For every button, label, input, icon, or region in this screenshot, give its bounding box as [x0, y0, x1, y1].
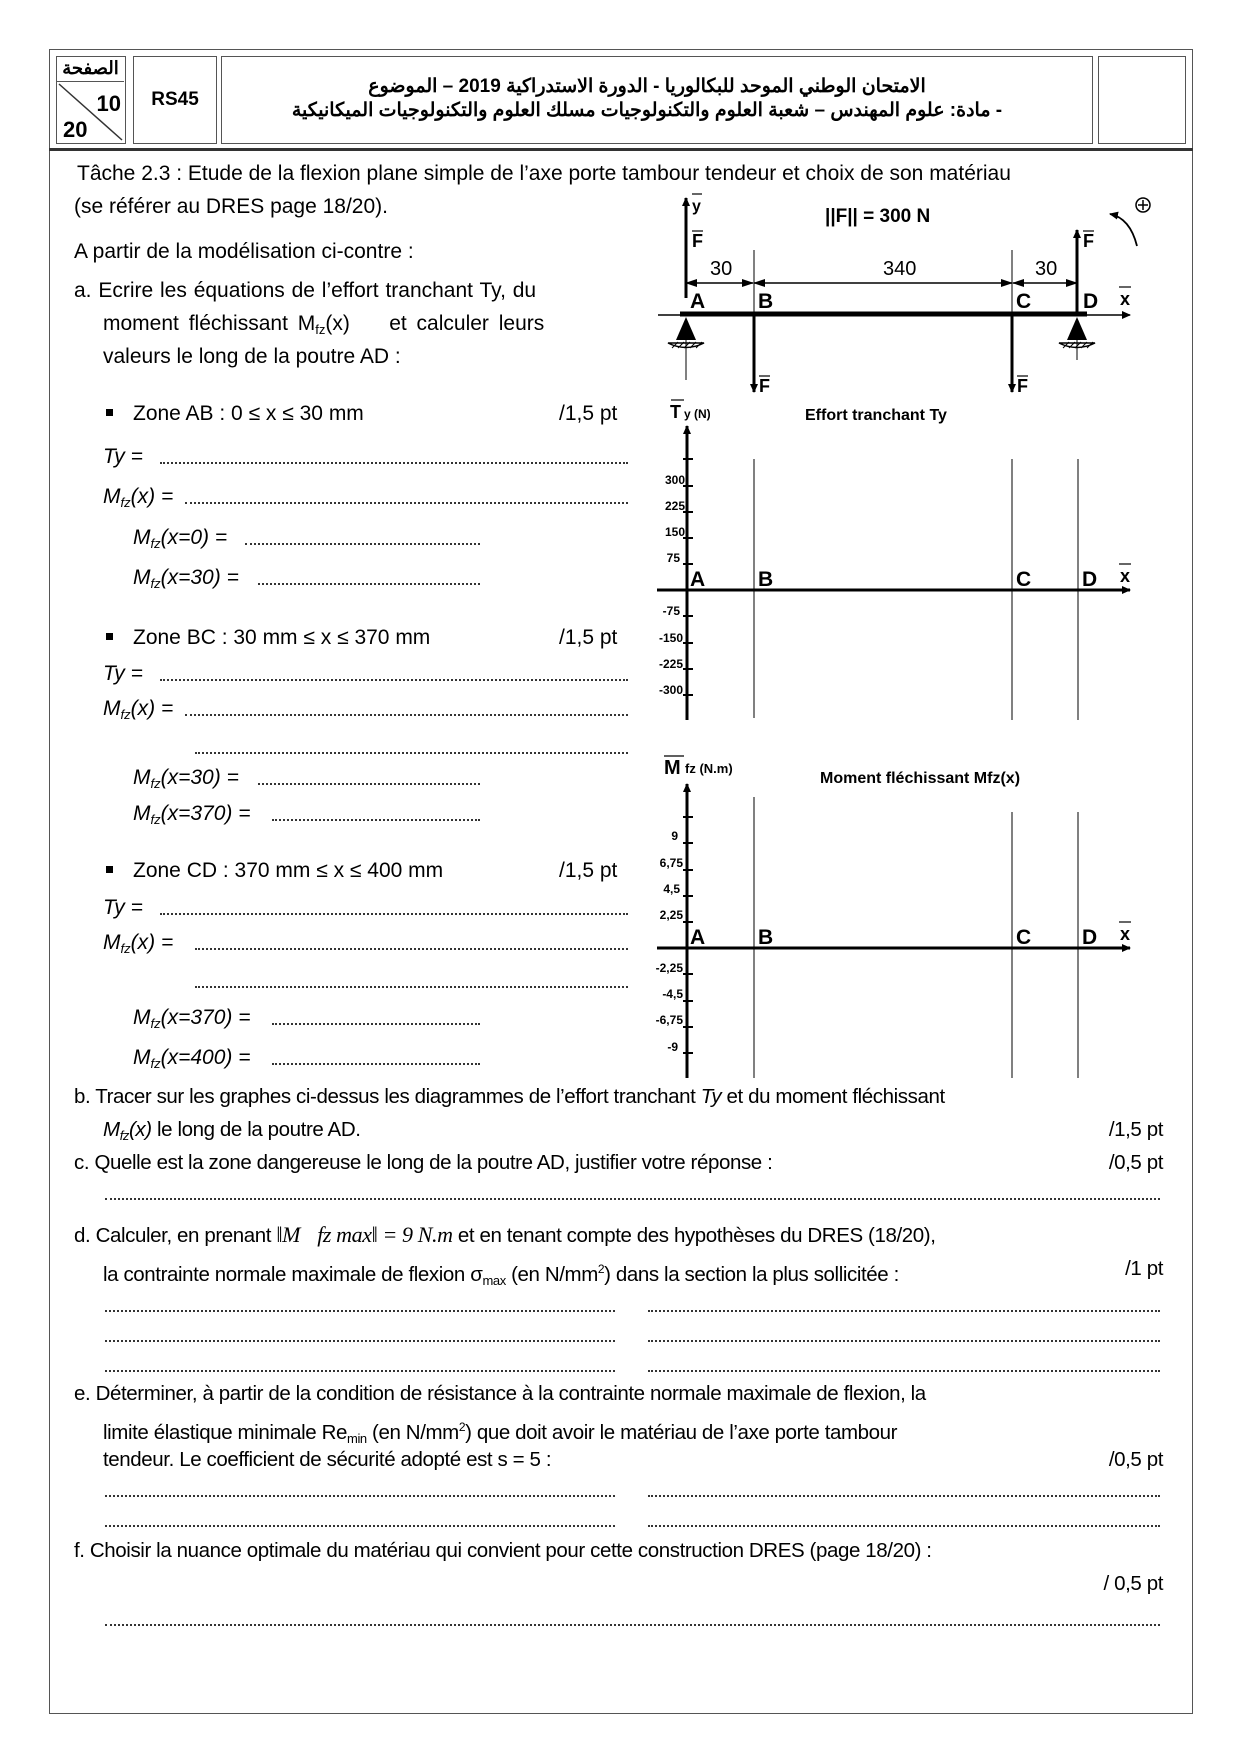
- question-f-answer[interactable]: [105, 1624, 1160, 1626]
- beam-diagram: [640, 180, 1200, 400]
- question-c-points: /0,5 pt: [1108, 1151, 1163, 1174]
- zone-ab-ty-label: Ty =: [103, 445, 143, 468]
- mfz-chart-title: Moment fléchissant Mfz(x): [820, 770, 1021, 787]
- question-e-answer-2l[interactable]: [105, 1525, 615, 1527]
- svg-text:2,25: 2,25: [659, 908, 683, 922]
- header-divider: [49, 148, 1193, 151]
- ty-chart-title: Effort tranchant Ty: [805, 407, 947, 424]
- zone-cd-mfz-v1-answer[interactable]: [272, 1023, 480, 1025]
- bullet-icon: [106, 409, 113, 416]
- exam-title-box: [221, 56, 1093, 144]
- svg-text:30: 30: [710, 258, 733, 280]
- zone-ab-mfz-v1-label: $M_{fz}(x=0)$ =: [133, 526, 228, 551]
- zone-bc-mfz-v2-answer[interactable]: [272, 819, 480, 821]
- zone-ab-mfz-v2-answer[interactable]: [258, 583, 480, 585]
- zone-ab-ty-answer[interactable]: [160, 462, 628, 464]
- svg-text:-6,75: -6,75: [655, 1013, 683, 1027]
- zone-cd-mfz-v1-label: $M_{fz}(x=370)$ =: [133, 1006, 251, 1031]
- svg-text:9: 9: [671, 829, 678, 843]
- question-d-answer-3r[interactable]: [648, 1370, 1160, 1372]
- question-e-points: /0,5 pt: [1108, 1448, 1163, 1471]
- svg-text:x: x: [1120, 924, 1131, 944]
- svg-text:B: B: [758, 290, 774, 313]
- question-e-line1: e. Déterminer, à partir de la condition de résistance à la contrainte normale maximale de flexion, la: [74, 1382, 926, 1405]
- zone-bc-mfz-label: $M_{fz}(x)$ =: [103, 697, 174, 722]
- page-current: 10: [96, 91, 121, 116]
- svg-text:C: C: [1016, 290, 1032, 313]
- force-magnitude: ||F|| = 300 N: [825, 206, 931, 227]
- zone-ab-mfz-label: $M_{fz}(x)$ =: [103, 485, 174, 510]
- svg-text:x: x: [1120, 289, 1131, 309]
- question-d-line1: d. Calculer, en prenant ‖M⃗fz max‖ = 9 N.m et en tenant compte des hypothèses du DRES (18/20),: [74, 1222, 936, 1247]
- zone-cd-mfz-answer-2[interactable]: [195, 986, 628, 988]
- page-label: الصفحة: [57, 57, 124, 82]
- question-b-line2: $M_{fz}(x)$ le long de la poutre AD.: [103, 1118, 361, 1143]
- header-empty-box: [1098, 56, 1186, 144]
- mfz-axis-label: M: [664, 757, 681, 779]
- zone-cd-mfz-v2-answer[interactable]: [272, 1063, 480, 1065]
- zone-ab-mfz-v1-answer[interactable]: [245, 543, 480, 545]
- zone-cd-ty-answer[interactable]: [160, 913, 628, 915]
- zone-ab-label: Zone AB : 0 ≤ x ≤ 30 mm: [106, 401, 364, 427]
- question-b-line1: b. Tracer sur les graphes ci-dessus les diagrammes de l’effort tranchant Ty et du moment fléchissant: [74, 1085, 945, 1108]
- question-d-answer-1l[interactable]: [105, 1310, 615, 1312]
- svg-text:C: C: [1016, 926, 1032, 949]
- svg-text:-150: -150: [658, 631, 683, 645]
- svg-text:F: F: [1017, 376, 1028, 396]
- ty-axis-label: T: [670, 402, 681, 422]
- shear-force-chart[interactable]: [640, 390, 1200, 720]
- zone-bc-mfz-v1-answer[interactable]: [258, 783, 480, 785]
- svg-text:-2,25: -2,25: [655, 961, 683, 975]
- question-f-text: f. Choisir la nuance optimale du matériau qui convient pour cette construction DRES (page 18/20) :: [74, 1539, 932, 1562]
- svg-text:30: 30: [1035, 258, 1058, 280]
- bullet-icon: [106, 633, 113, 640]
- task-title: Tâche 2.3 : Etude de la flexion plane simple de l’axe porte tambour tendeur et choix de son matériau: [77, 162, 1011, 185]
- svg-text:-9: -9: [667, 1040, 678, 1054]
- svg-text:A: A: [690, 568, 706, 591]
- svg-text:D: D: [1082, 568, 1098, 591]
- svg-text:B: B: [758, 568, 774, 591]
- svg-text:y (N): y (N): [684, 407, 711, 421]
- zone-ab-points: /1,5 pt: [559, 402, 618, 425]
- question-a-line1: a. Ecrire les équations de l’effort tranchant Ty, du: [74, 279, 537, 302]
- svg-text:300: 300: [664, 473, 685, 487]
- svg-text:C: C: [1016, 568, 1032, 591]
- question-a-line3: valeurs le long de la poutre AD :: [103, 345, 401, 368]
- question-c-answer[interactable]: [105, 1198, 1160, 1200]
- question-d-answer-3l[interactable]: [105, 1370, 615, 1372]
- svg-text:F: F: [1083, 231, 1094, 251]
- zone-bc-ty-label: Ty =: [103, 662, 143, 685]
- question-b-points: /1,5 pt: [1108, 1118, 1163, 1141]
- y-axis-label: y: [692, 198, 701, 215]
- zone-ab-mfz-v2-label: $M_{fz}(x=30)$ =: [133, 566, 239, 591]
- question-d-answer-2r[interactable]: [648, 1340, 1160, 1342]
- zone-cd-mfz-v2-label: $M_{fz}(x=400)$ =: [133, 1046, 251, 1071]
- zone-bc-points: /1,5 pt: [559, 626, 618, 649]
- svg-text:F: F: [759, 376, 770, 396]
- exam-title-line2: - مادة: علوم المهندس – شعبة العلوم والتكنولوجيات مسلك العلوم والتكنولوجيات الميكانيكية: [291, 100, 1003, 121]
- svg-text:-75: -75: [662, 604, 680, 618]
- svg-text:fz (N.m): fz (N.m): [685, 761, 733, 776]
- svg-text:D: D: [1082, 926, 1098, 949]
- bending-moment-chart[interactable]: [640, 740, 1200, 1080]
- svg-text:A: A: [690, 290, 706, 313]
- exam-title-line1: الامتحان الوطني الموحد للبكالوريا - الدورة الاستدراكية 2019 – الموضوع: [368, 76, 926, 97]
- question-d-answer-1r[interactable]: [648, 1310, 1160, 1312]
- zone-bc-label: Zone BC : 30 mm ≤ x ≤ 370 mm: [106, 625, 430, 651]
- zone-cd-label: Zone CD : 370 mm ≤ x ≤ 400 mm: [106, 858, 443, 884]
- svg-text:A: A: [690, 926, 706, 949]
- page-number-box: [56, 56, 126, 144]
- task-intro: A partir de la modélisation ci-contre :: [74, 240, 414, 263]
- question-e-answer-1r[interactable]: [648, 1495, 1160, 1497]
- zone-bc-mfz-v2-label: $M_{fz}(x=370)$ =: [133, 802, 251, 827]
- zone-ab-mfz-answer[interactable]: [185, 502, 628, 504]
- svg-text:D: D: [1083, 290, 1099, 313]
- question-d-answer-2l[interactable]: [105, 1340, 615, 1342]
- zone-cd-mfz-label: $M_{fz}(x)$ =: [103, 931, 174, 956]
- zone-cd-mfz-answer[interactable]: [195, 948, 628, 950]
- question-e-line3: tendeur. Le coefficient de sécurité adopté est s = 5 :: [103, 1448, 552, 1471]
- question-a-line2: moment fléchissant $M_{fz}(x)$ et calculer leurs: [103, 312, 545, 337]
- svg-text:B: B: [758, 926, 774, 949]
- svg-text:6,75: 6,75: [659, 856, 683, 870]
- zone-bc-mfz-answer[interactable]: [185, 714, 628, 716]
- svg-text:F: F: [692, 231, 703, 251]
- task-reference: (se référer au DRES page 18/20).: [74, 195, 388, 218]
- zone-bc-mfz-v1-label: $M_{fz}(x=30)$ =: [133, 766, 239, 791]
- svg-text:150: 150: [664, 525, 685, 539]
- question-e-line2: limite élastique minimale $Re_{min}$ (en $N/mm^2$) que doit avoir le matériau de l’axe porte tambour: [103, 1420, 898, 1446]
- question-e-answer-1l[interactable]: [105, 1495, 615, 1497]
- question-d-line2: la contrainte normale maximale de flexion $\sigma_{max}$ (en $N/mm^2$) dans la section la plus sollicitée :: [103, 1262, 899, 1288]
- svg-text:-300: -300: [658, 683, 683, 697]
- question-f-points: / 0,5 pt: [1103, 1572, 1163, 1595]
- exam-code: RS45: [133, 56, 217, 144]
- formula-mfz-max: ‖M⃗fz max‖ = 9 N.m: [276, 1222, 453, 1247]
- svg-text:4,5: 4,5: [663, 882, 680, 896]
- question-e-answer-2r[interactable]: [648, 1525, 1160, 1527]
- svg-text:-4,5: -4,5: [662, 987, 683, 1001]
- svg-text:-225: -225: [658, 657, 683, 671]
- svg-text:340: 340: [883, 258, 917, 280]
- svg-text:225: 225: [664, 499, 685, 513]
- page-total: 20: [63, 117, 88, 142]
- svg-text:x: x: [1120, 566, 1131, 586]
- bullet-icon: [106, 866, 113, 873]
- question-d-points: /1 pt: [1125, 1257, 1163, 1280]
- svg-text:75: 75: [666, 551, 680, 565]
- question-c-text: c. Quelle est la zone dangereuse le long de la poutre AD, justifier votre réponse :: [74, 1151, 773, 1174]
- zone-bc-ty-answer[interactable]: [160, 679, 628, 681]
- zone-bc-mfz-answer-2[interactable]: [195, 752, 628, 754]
- zone-cd-points: /1,5 pt: [559, 859, 618, 882]
- zone-cd-ty-label: Ty =: [103, 896, 143, 919]
